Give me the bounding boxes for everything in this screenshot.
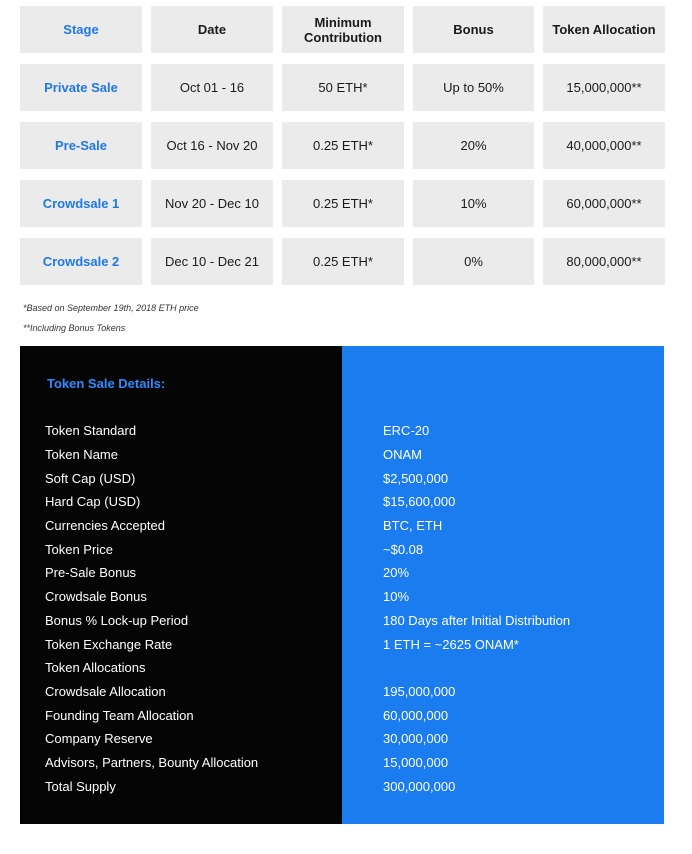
token-sale-details-panel bbox=[20, 346, 664, 824]
details-row bbox=[20, 585, 664, 609]
table-row bbox=[20, 238, 666, 285]
details-row bbox=[20, 727, 664, 751]
allocation-cell: 40,000,000** bbox=[543, 122, 665, 169]
details-rows bbox=[20, 419, 664, 798]
details-value: 30,000,000 bbox=[383, 731, 449, 747]
date-cell: Oct 16 - Nov 20 bbox=[151, 122, 273, 169]
details-value: 1 ETH = ~2625 ONAM* bbox=[383, 636, 519, 652]
min-contribution-cell: 50 ETH* bbox=[282, 64, 404, 111]
footnote-bonus-tokens: **Including Bonus Tokens bbox=[23, 323, 126, 333]
details-label: Token Standard bbox=[45, 423, 137, 439]
bonus-cell: 20% bbox=[413, 122, 534, 169]
date-cell: Nov 20 - Dec 10 bbox=[151, 180, 273, 227]
details-row bbox=[20, 537, 664, 561]
allocation-cell: 60,000,000** bbox=[543, 180, 665, 227]
details-row bbox=[20, 419, 664, 443]
stage-cell: Private Sale bbox=[20, 64, 142, 111]
details-label: Founding Team Allocation bbox=[45, 707, 194, 723]
details-value: 20% bbox=[383, 565, 410, 581]
details-value: 180 Days after Initial Distribution bbox=[383, 612, 571, 628]
details-row bbox=[20, 680, 664, 704]
date-cell: Oct 01 - 16 bbox=[151, 64, 273, 111]
details-value: 15,000,000 bbox=[383, 754, 449, 770]
table-row bbox=[20, 122, 666, 169]
details-label: Soft Cap (USD) bbox=[45, 470, 136, 486]
table-row bbox=[20, 180, 666, 227]
allocation-cell: 80,000,000** bbox=[543, 238, 665, 285]
stage-cell: Crowdsale 2 bbox=[20, 238, 142, 285]
details-value: ERC-20 bbox=[383, 423, 430, 439]
details-row bbox=[20, 774, 664, 798]
details-label: Token Allocations bbox=[45, 660, 146, 676]
details-label: Bonus % Lock-up Period bbox=[45, 612, 189, 628]
details-row bbox=[20, 490, 664, 514]
details-label: Total Supply bbox=[45, 778, 116, 794]
details-value: 10% bbox=[383, 589, 410, 605]
details-value: 195,000,000 bbox=[383, 683, 456, 699]
details-label: Pre-Sale Bonus bbox=[45, 565, 137, 581]
allocation-cell: 15,000,000** bbox=[543, 64, 665, 111]
details-row bbox=[20, 443, 664, 467]
bonus-cell: 0% bbox=[413, 238, 534, 285]
details-value: 60,000,000 bbox=[383, 707, 449, 723]
details-title: Token Sale Details: bbox=[47, 376, 166, 391]
details-row bbox=[20, 514, 664, 538]
token-sale-stages-table bbox=[20, 6, 666, 296]
table-row bbox=[20, 64, 666, 111]
details-label: Token Price bbox=[45, 541, 113, 557]
details-row bbox=[20, 656, 664, 680]
details-row bbox=[20, 561, 664, 585]
min-contribution-cell: 0.25 ETH* bbox=[282, 180, 404, 227]
bonus-cell: Up to 50% bbox=[413, 64, 534, 111]
details-value: ONAM bbox=[383, 447, 422, 463]
table-header-row bbox=[20, 6, 666, 53]
bonus-cell: 10% bbox=[413, 180, 534, 227]
stage-cell: Pre-Sale bbox=[20, 122, 142, 169]
details-value: BTC, ETH bbox=[383, 518, 443, 534]
header-stage: Stage bbox=[20, 6, 142, 53]
details-row bbox=[20, 751, 664, 775]
header-date: Date bbox=[151, 6, 273, 53]
footnotes bbox=[23, 298, 199, 338]
details-row bbox=[20, 609, 664, 633]
details-value: $15,600,000 bbox=[383, 494, 456, 510]
details-value: 300,000,000 bbox=[383, 778, 456, 794]
details-label: Advisors, Partners, Bounty Allocation bbox=[45, 754, 259, 770]
details-label: Hard Cap (USD) bbox=[45, 494, 141, 510]
header-bonus: Bonus bbox=[413, 6, 534, 53]
details-label: Crowdsale Allocation bbox=[45, 683, 166, 699]
footnote-eth-price: *Based on September 19th, 2018 ETH price bbox=[23, 303, 199, 313]
header-min-line1: Minimum bbox=[314, 14, 372, 30]
details-label: Token Exchange Rate bbox=[45, 636, 173, 652]
stage-cell: Crowdsale 1 bbox=[20, 180, 142, 227]
header-minimum-contribution bbox=[282, 6, 404, 53]
details-label: Crowdsale Bonus bbox=[45, 589, 147, 605]
header-token-allocation: Token Allocation bbox=[543, 6, 665, 53]
details-label: Token Name bbox=[45, 447, 118, 463]
details-row bbox=[20, 466, 664, 490]
details-value: $2,500,000 bbox=[383, 470, 449, 486]
header-min-line2: Contribution bbox=[304, 29, 382, 45]
details-value: ~$0.08 bbox=[383, 541, 424, 557]
details-label: Company Reserve bbox=[45, 731, 153, 747]
details-label: Currencies Accepted bbox=[45, 518, 165, 534]
details-row bbox=[20, 703, 664, 727]
details-row bbox=[20, 632, 664, 656]
min-contribution-cell: 0.25 ETH* bbox=[282, 122, 404, 169]
date-cell: Dec 10 - Dec 21 bbox=[151, 238, 273, 285]
min-contribution-cell: 0.25 ETH* bbox=[282, 238, 404, 285]
